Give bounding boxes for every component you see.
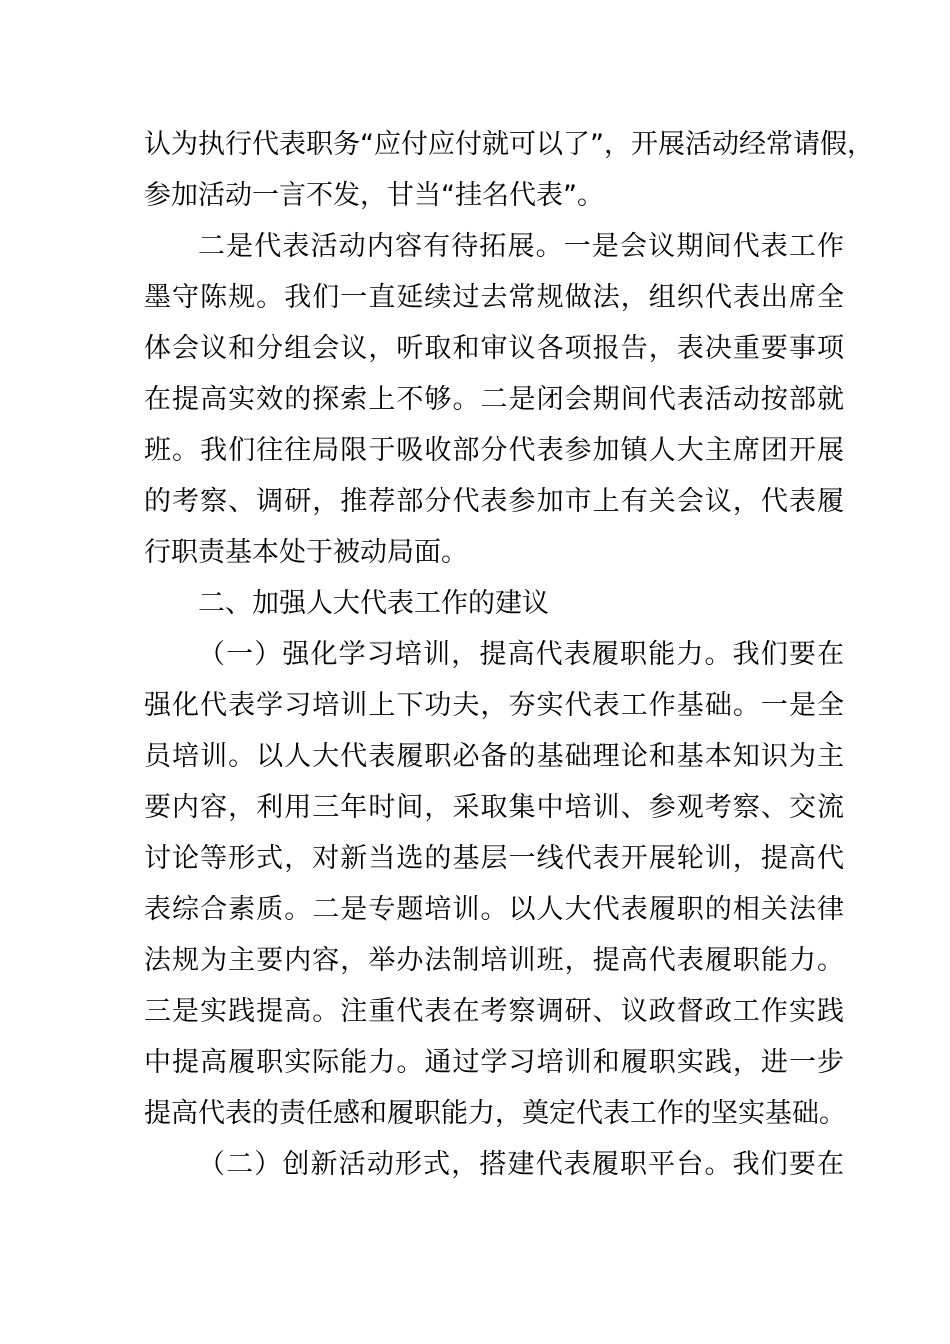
text-line: 法规为主要内容，举办法制培训班，提高代表履职能力。 — [144, 945, 844, 976]
text-line: 表综合素质。二是专题培训。以人大代表履职的相关法律 — [144, 894, 844, 925]
text-line: 员培训。以人大代表履职必备的基础理论和基本知识为主 — [144, 741, 844, 772]
paragraph-start-line: 二是代表活动内容有待拓展。一是会议期间代表工作 — [198, 231, 844, 262]
text-line: 行职责基本处于被动局面。 — [144, 537, 468, 568]
paragraph-start-line: （二）创新活动形式，搭建代表履职平台。我们要在 — [198, 1149, 844, 1180]
text-line: 参加活动一言不发，甘当“挂名代表”。 — [144, 180, 604, 211]
text-line: 班。我们往往局限于吸收部分代表参加镇人大主席团开展 — [144, 435, 844, 466]
text-line: 中提高履职实际能力。通过学习培训和履职实践，进一步 — [144, 1047, 844, 1078]
text-line: 墨守陈规。我们一直延续过去常规做法，组织代表出席全 — [144, 282, 844, 313]
text-line: 三是实践提高。注重代表在考察调研、议政督政工作实践 — [144, 996, 844, 1027]
text-line: 要内容，利用三年时间，采取集中培训、参观考察、交流 — [144, 792, 844, 823]
text-line: 认为执行代表职务“应付应付就可以了”，开展活动经常请假， — [144, 129, 874, 160]
paragraph-start-line: （一）强化学习培训，提高代表履职能力。我们要在 — [198, 639, 844, 670]
text-line: 的考察、调研，推荐部分代表参加市上有关会议，代表履 — [144, 486, 844, 517]
text-line: 在提高实效的探索上不够。二是闭会期间代表活动按部就 — [144, 384, 844, 415]
section-heading: 二、加强人大代表工作的建议 — [198, 588, 549, 619]
text-line: 强化代表学习培训上下功夫，夯实代表工作基础。一是全 — [144, 690, 844, 721]
text-line: 提高代表的责任感和履职能力，奠定代表工作的坚实基础。 — [144, 1098, 846, 1129]
document-body — [144, 119, 874, 1190]
text-line: 讨论等形式，对新当选的基层一线代表开展轮训，提高代 — [144, 843, 844, 874]
text-line: 体会议和分组会议，听取和审议各项报告，表决重要事项 — [144, 333, 844, 364]
